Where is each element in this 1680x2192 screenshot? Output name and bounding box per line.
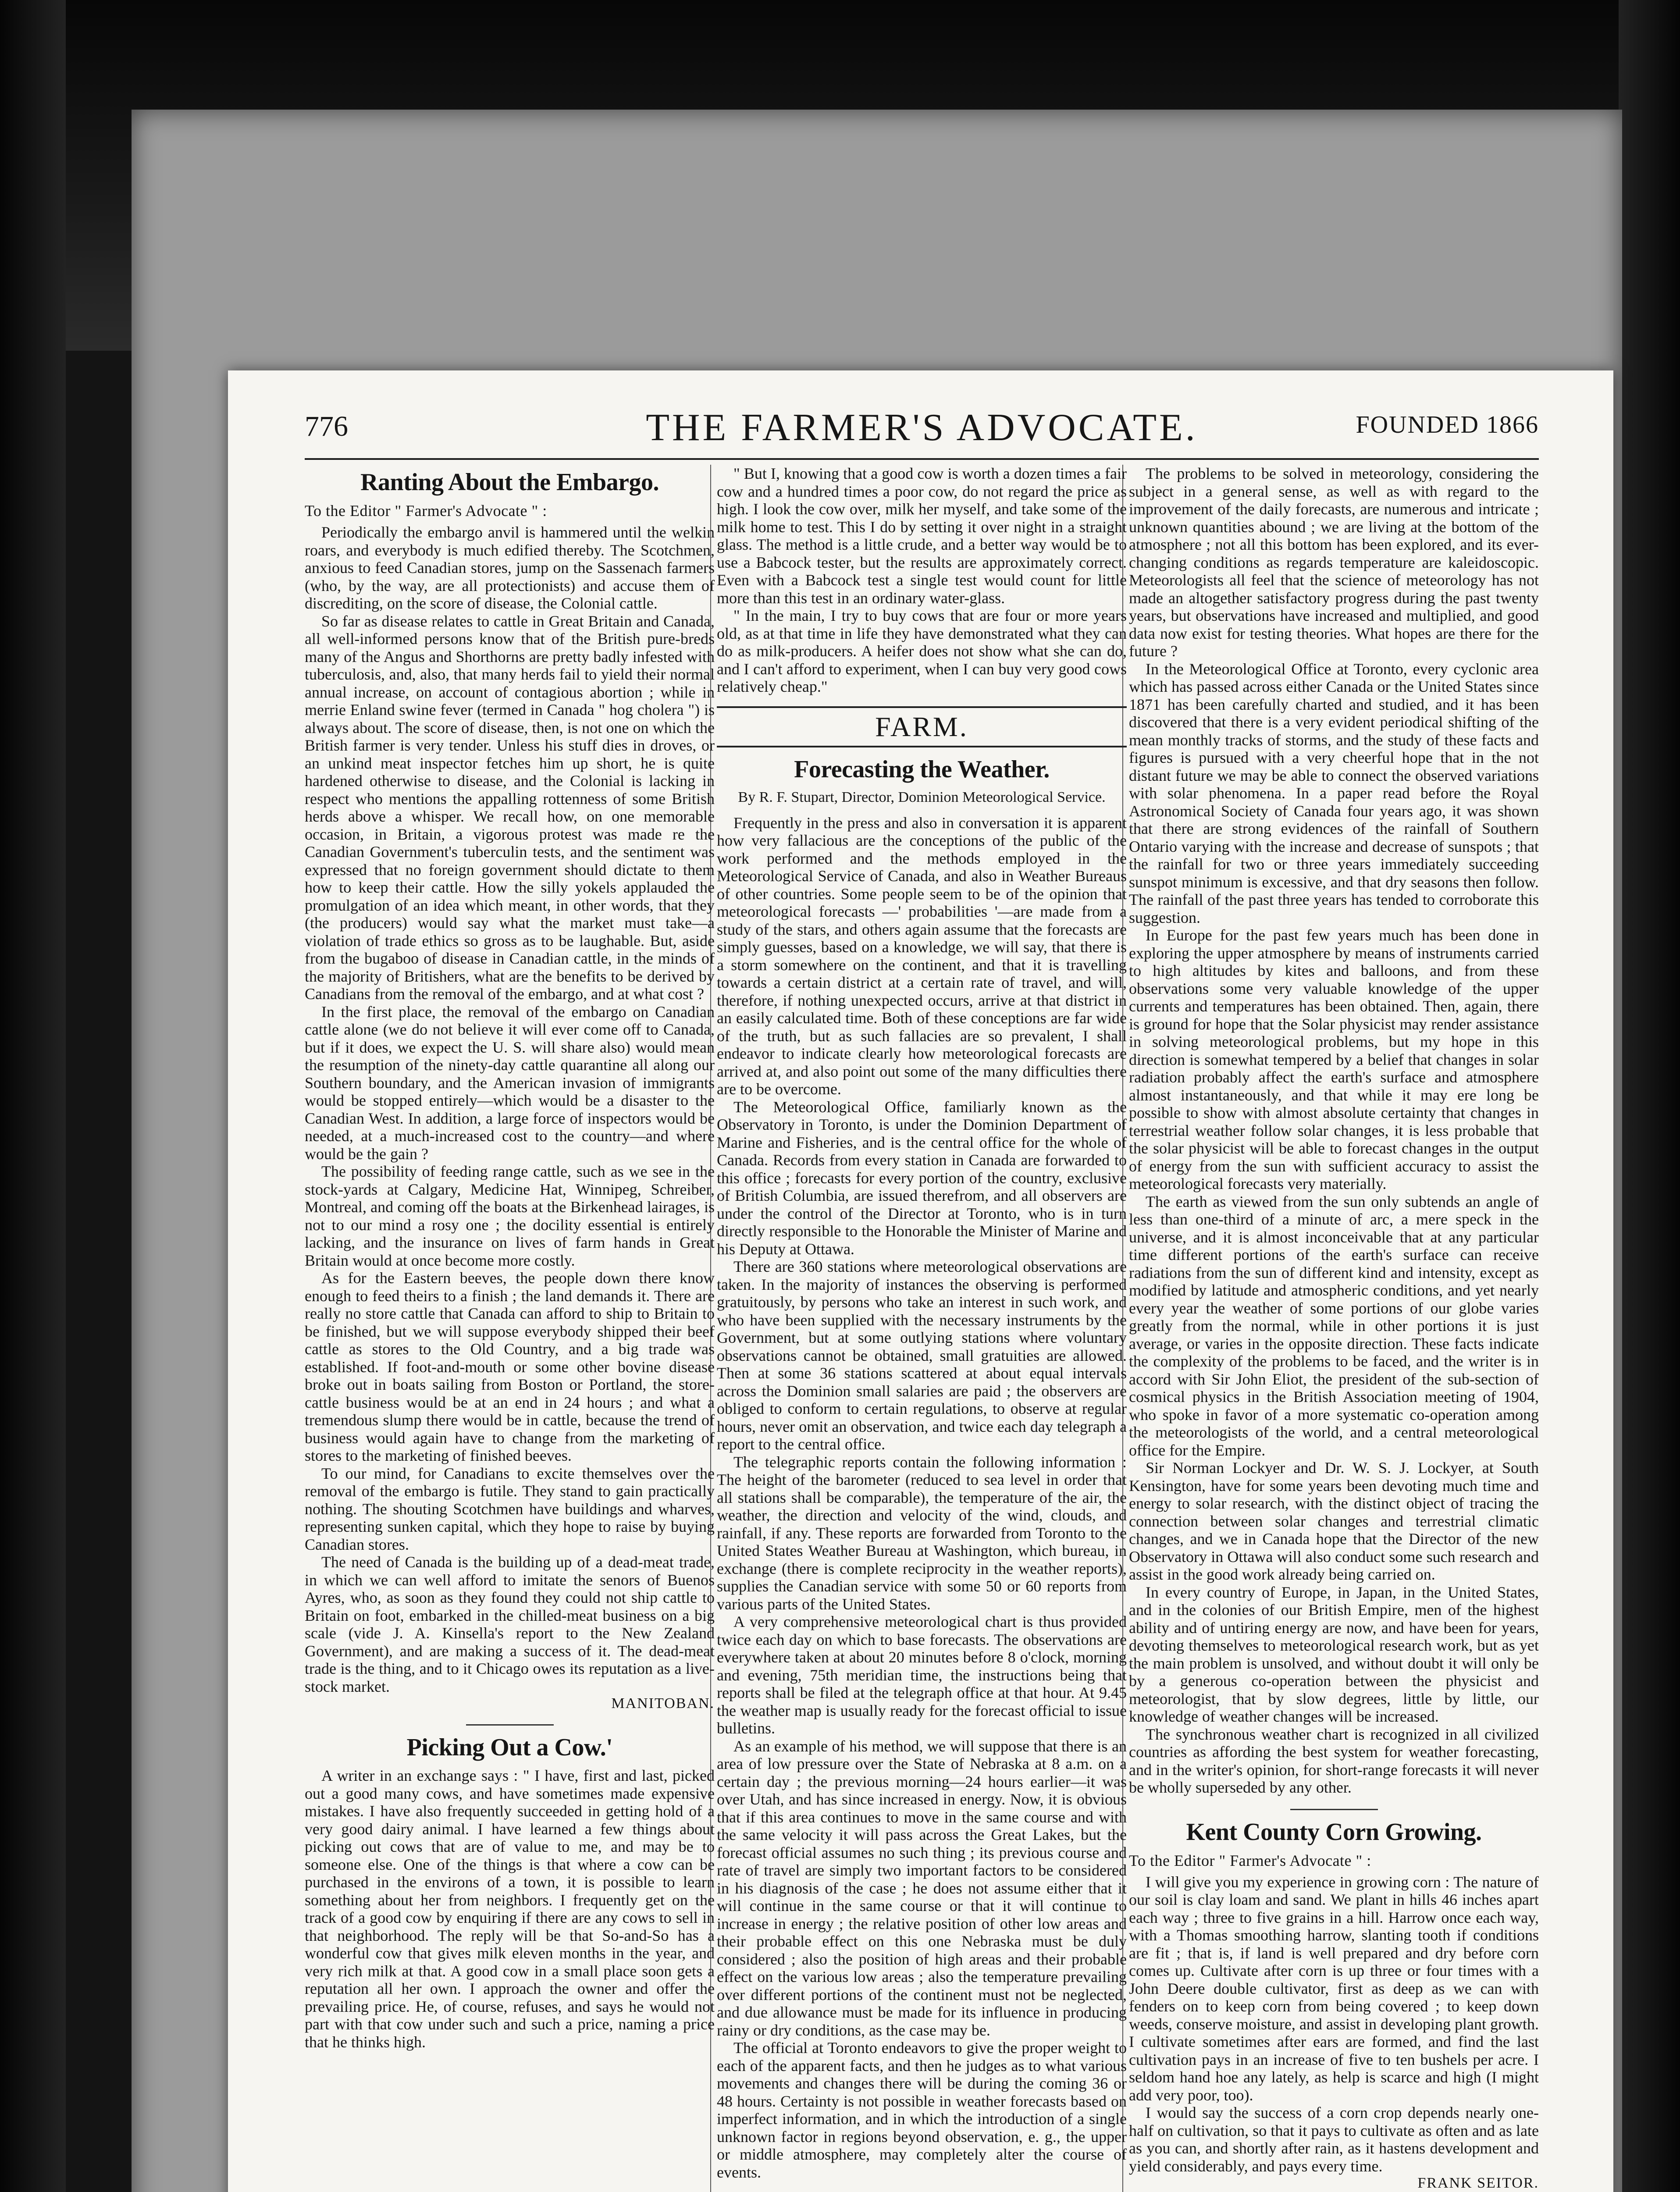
weather-paragraph: As an example of his method, we will suppose that there is an area of low pressure over the State of Nebraska at 8 a.m. on a certain day ; the previous morning—24 hours earlier—it was over Utah, and has since increased in energy. Now, it is obvious that if this area continues to move in the same course and with the same velocity it will pass across the Great Lakes, but the forecast official assumes no such thing ; its previous course and rate of travel are simply two important factors to be considered in his diagnosis of the case ; he does not assume either that it will continue in the same course or that it will continue to increase in energy ; the relative position of other low areas and their probable effect on this one Nebraska must be duly considered ; also the position of high areas and their probable effect on the various low areas ; also the temperature prevailing over different portions of the continent must not be neglected, and due allowance must be made for its influence in producing rainy or dry conditions, as the case may be. <box>717 1737 1127 2039</box>
weather-article-title: Forecasting the Weather. <box>794 755 1050 783</box>
weather-paragraph: In every country of Europe, in Japan, in the United States, and in the colonies of our British Empire, men of the highest ability and of untiring energy are now, and have been for years, devoting themselves to meteorological research work, but as yet the main problem is unsolved, and without doubt it will only be by a generous co-operation between the physicist and meteorologist, that by slow degrees, little by little, our knowledge of weather changes will be increased. <box>1129 1583 1539 1725</box>
embargo-paragraph: Periodically the embargo anvil is hammered until the welkin roars, and everybody is much edified thereby. The Scotchmen, anxious to feed Canadian stores, jump on the Sassenach farmers (who, by the way, are all protectionists) and accuse them of discrediting, on the score of disease, the Colonial cattle. <box>305 523 715 612</box>
column-2 <box>717 465 1127 2192</box>
embargo-article-title: Ranting About the Embargo. <box>360 469 659 496</box>
cow-paragraph: " But I, knowing that a good cow is worth a dozen times a fair cow and a hundred times a poor cow, do not regard the price as high. I look the cow over, milk her myself, and take some of the milk home to test. This I do by setting it over night in a straight glass. The method is a little crude, and a better way would be to use a Babcock tester, but the results are approximately correct. Even with a Babcock test a single test would count for little more than this test in an ordinary water-glass. <box>717 465 1127 607</box>
masthead-title: THE FARMER'S ADVOCATE. <box>646 406 1198 449</box>
embargo-paragraph: The need of Canada is the building up of a dead-meat trade, in which we can well afford to imitate the senors of Buenos Ayres, who, as soon as they found they could not ship cattle to Britain on foot, embarked in the chilled-meat business on a big scale (vide J. A. Kinsella's report to the New Zealand Government), and are making a success of it. The dead-meat trade is the thing, and to it Chicago owes its reputation as a live-stock market. <box>305 1553 715 1695</box>
corn-article-title: Kent County Corn Growing. <box>1186 1818 1482 1846</box>
weather-paragraph: Sir Norman Lockyer and Dr. W. S. J. Lockyer, at South Kensington, have for some years been devoting much time and energy to solar research, with the distinct object of tracing the connection between solar changes and terrestrial climatic changes, and we in Canada hope that the Director of the new Observatory in Ottawa will also conduct some such research and assist in the good work already being carried on. <box>1129 1459 1539 1583</box>
corn-paragraph: I will give you my experience in growing corn : The nature of our soil is clay loam and sand. We plant in hills 46 inches apart each way ; three to five grains in a hill. Harrow once each way, with a Thomas smoothing harrow, slanting tooth if conditions are fit ; that is, if land is well prepared and dry before corn comes up. Cultivate after corn is up three or four times with a John Deere double cultivator, first as deep as we can with fenders on to keep corn from being covered ; to keep down weeds, conserve moisture, and assist in developing plant growth. I cultivate sometimes after ears are formed, and find the last cultivation pays in an increase of five to ten bushels per acre. I seldom hand hoe any lately, as help is scarce and high (I might add very poor, too). <box>1129 1873 1539 2104</box>
founded-label: FOUNDED 1866 <box>1356 411 1539 438</box>
embargo-signoff: MANITOBAN. <box>611 1695 715 1712</box>
embargo-paragraph: As for the Eastern beeves, the people down there know enough to feed theirs to a finish ; the land demands it. There are really no store cattle that Canada can afford to ship to Britain to be finished, but we will suppose everybody shipped their beef cattle as stores to the Old Country, and a big trade was established. If foot-and-mouth or some other bovine disease broke out in boats sailing from Boston or Portland, the store-cattle business would be at an end in 24 hours ; and what a tremendous slump there would be in cattle, because the trend of business would again have to change from the marketing of stores to the marketing of finished beeves. <box>305 1269 715 1464</box>
page-number: 776 <box>305 410 348 442</box>
corn-signoff-name: FRANK SEITOR. <box>1417 2175 1539 2191</box>
embargo-salutation: To the Editor " Farmer's Advocate " : <box>305 502 547 520</box>
corn-paragraph: I would say the success of a corn crop depends nearly one-half on cultivation, so that it pays to cultivate as often and as late as you can, and shortly after rain, as it hastens development and yield considerably, and pays every time. <box>1129 2104 1539 2175</box>
weather-paragraph: The telegraphic reports contain the following information : The height of the barometer (reduced to sea level in order that all stations shall be comparable), the temperature of the air, the weather, the direction and velocity of the wind, clouds, and rainfall, if any. These reports are forwarded from Toronto to the United States Weather Bureau at Washington, which bureau, in exchange (there is complete reciprocity in the weather reports), supplies the Canadian service with some 50 or 60 reports from various parts of the United States. <box>717 1453 1127 1613</box>
column-3 <box>1129 465 1539 2192</box>
weather-paragraph: The problems to be solved in meteorology, considering the subject in a general sense, as well as with regard to the improvement of the daily forecasts, are numerous and intricate ; unknown quantities abound ; we are living at the bottom of the atmosphere ; not all this bottom has been explored, and its ever-changing conditions as regards temperature are kaleidoscopic. Meteorologists all feel that the science of meteorology has not made an altogether satisfactory progress during the past twenty years, but observations have increased and multiplied, and good data now exist for testing theories. What hopes are there for the future ? <box>1129 465 1539 660</box>
article-divider <box>466 1724 554 1726</box>
cow-paragraph: A writer in an exchange says : " I have, first and last, picked out a good many cows, and have sometimes made expensive mistakes. I have also frequently succeeded in getting hold of a very good dairy animal. I have learned a few things about picking out cows that are of value to me, and may be to someone else. One of the things is that where a cow can be purchased in the environs of a town, it is possible to learn something about her from neighbors. I frequently get on the track of a good cow by enquiring if there are any cows to sell in that neighborhood. The reply will be that So-and-So has a wonderful cow that gives milk eleven months in the year, and very rich milk at that. A good cow in a small place soon gets a reputation all her own. I approach the owner and offer the prevailing price. He, of course, refuses, and says he would not part with that cow under such and such a price, naming a price that he thinks high. <box>305 1767 715 2051</box>
corn-salutation: To the Editor " Farmer's Advocate " : <box>1129 1851 1371 1869</box>
embargo-paragraph: The possibility of feeding range cattle, such as we see in the stock-yards at Calgary, Medicine Hat, Winnipeg, Schreiber, Montreal, and coming off the boats at the Birkenhead lairages, is not to our mind a rosy one ; the docility essential is entirely lacking, and the insurance on lives of farm hands in Great Britain would at once become more costly. <box>305 1163 715 1269</box>
weather-paragraph: The earth as viewed from the sun only subtends an angle of less than one-third of a minute of arc, a mere speck in the universe, and it is almost inconceivable that at any particular time different portions of the earth's surface can receive radiations from the sun of different kind and intensity, except as modified by latitude and atmospheric conditions, and yet nearly every year the weather of some portions of our globe varies greatly from the normal, while in other portions it is just average, or varies in the opposite direction. These facts indicate the complexity of the problems to be faced, and the writer is in accord with Sir John Eliot, the president of the sub-section of cosmical physics in the British Association meeting of 1904, who spoke in favor of a more systematic co-operation among the meteorologists of the world, and a central meteorological office for the Empire. <box>1129 1192 1539 1459</box>
article-divider <box>1290 1809 1378 1810</box>
embargo-paragraph: So far as disease relates to cattle in Great Britain and Canada, all well-informed persons know that of the British pure-breds many of the Angus and Shorthorns are pretty badly infested with tuberculosis, and, also, that many herds fail to yield their normal annual increase, on account of contagious abortion ; while in merrie Enland swine fever (termed in Canada " hog cholera ") is always about. The score of disease, then, is not one on which the British farmer is very tender. Unless his stuff dies in droves, or an unkind meat inspector fetches him up short, he is quite hardened otherwise to disease, and the Colonial is lacking in respect who mentions the appalling rottenness of some British herds above a whisper. We recall how, on one memorable occasion, in Britain, a vigorous protest was made re the Canadian Government's tuberculin tests, and the sentiment was expressed that no foreign government should dictate to them how to keep their cattle. How the silly yokels applauded the promulgation of an idea which meant, in other words, that they (the producers) would say what the market must take—a violation of trade ethics so gross as to be laughable. But, aside from the bugaboo of disease in Canadian cattle, in the minds of the majority of Britishers, what are the benefits to be derived by Canadians from the removal of the embargo, and at what cost ? <box>305 612 715 1003</box>
cow-article-title: Picking Out a Cow.' <box>406 1734 613 1761</box>
column-1 <box>305 465 715 2192</box>
weather-paragraph: The official at Toronto endeavors to give the proper weight to each of the apparent facts, and then he judges as to what various movements and changes there will be during the coming 36 or 48 hours. Certainty is not possible in weather forecasts based on imperfect information, and in which the introduction of a single unknown factor in regions beyond observation, e. g., the upper or middle atmosphere, may completely alter the course of events. <box>717 2039 1127 2181</box>
weather-paragraph: The synchronous weather chart is recognized in all civilized countries as affording the best system for weather forecasting, and in the writer's opinion, for short-range forecasts it will never be wholly superseded by any other. <box>1129 1725 1539 1796</box>
weather-paragraph: The Meteorological Office, familiarly known as the Observatory in Toronto, is under the Dominion Department of Marine and Fisheries, and is the central office for the whole of Canada. Records from every station in Canada are forwarded to this office ; forecasts for every portion of the country, exclusive of British Columbia, are issued therefrom, and all observers are under the control of the Director at Toronto, who is in turn directly responsible to the Honorable the Minister of Marine and his Deputy at Ottawa. <box>717 1098 1127 1258</box>
newspaper-page <box>228 370 1613 2192</box>
weather-paragraph: In Europe for the past few years much has been done in exploring the upper atmosphere by means of instruments carried to high altitudes by kites and balloons, and from these observations some very valuable knowledge of the upper currents and temperatures has been obtained. Then, again, there is ground for hope that the Solar physicist may render assistance in solving meteorological problems, but my hope in this direction is somewhat tempered by a belief that changes in solar radiation probably affect the earth's surface and atmosphere almost instantaneously, and that while it may ere long be possible to show with almost absolute certainty that changes in terrestrial weather follow solar changes, it is less probable that the solar physicist will be able to forecast changes in the output of energy from the sun with sufficient accuracy to assist the meteorological forecasts very materially. <box>1129 926 1539 1192</box>
embargo-paragraph: To our mind, for Canadians to excite themselves over the removal of the embargo is futile. They stand to gain practically nothing. The shouting Scotchmen have buildings and wharves, representing sunken capital, which they hope to raise by buying Canadian stores. <box>305 1464 715 1553</box>
farm-section-banner <box>717 706 1127 747</box>
weather-paragraph: A very comprehensive meteorological chart is thus provided twice each day on which to base forecasts. The observations are everywhere taken at about 20 minutes before 8 o'clock, morning and evening, 75th meridian time, the instructions being that reports shall be filed at the telegraph office at that hour. At 9.45 the weather map is usually ready for the forecast official to issue bulletins. <box>717 1613 1127 1737</box>
embargo-paragraph: In the first place, the removal of the embargo on Canadian cattle alone (we do not believe it will ever come off to Canada, but if it does, we expect the U. S. will share also) would mean the resumption of the ninety-day cattle quarantine all along our Southern boundary, and the American invasion of immigrants would be stopped entirely—which would be a disaster to the Canadian West. In addition, a large force of inspectors would be needed, at a much-increased cost to the country—and where would be the gain ? <box>305 1003 715 1163</box>
farm-section-label: FARM. <box>875 711 968 742</box>
weather-paragraph: There are 360 stations where meteorological observations are taken. In the majority of instances the observing is performed gratuitously, by persons who take an interest in such work, and who have been supplied with the necessary instruments by the Government, but at some outlying stations where voluntary observations cannot be obtained, small gratuities are allowed. Then at some 36 stations scattered at about equal intervals across the Dominion small salaries are paid ; the observers are obliged to conform to certain regulations, to observe at regular hours, never omit an observation, and twice each day telegraph a report to the central office. <box>717 1258 1127 1453</box>
cow-paragraph: " In the main, I try to buy cows that are four or more years old, as at that time in life they have demonstrated what they can do as milk-producers. A heifer does not show what she can do, and I can't afford to experiment, when I can buy very good cows relatively cheap." <box>717 607 1127 695</box>
page-header <box>305 406 1539 460</box>
scan-shadow-left <box>0 0 66 2192</box>
weather-byline: By R. F. Stupart, Director, Dominion Meteorological Service. <box>738 789 1106 805</box>
weather-paragraph: Frequently in the press and also in conversation it is apparent how very fallacious are the conceptions of the public of the work performed and the methods employed in the Meteorological Service of Canada, and also in Weather Bureaus of other countries. Some people seem to be of the opinion that meteorological forecasts —' probabilities '—are made from a study of the stars, and others again assume that the forecasts are simply guesses, based on a knowledge, we will say, that there is a storm somewhere on the continent, and that it is travelling towards a certain district at a certain rate of travel, and will, therefore, if nothing unexpected occurs, arrive at that district in an easily calculated time. Both of these conceptions are far wide of the truth, but as such fallacies are so prevalent, I shall endeavor to indicate clearly how meteorological forecasts are arrived at, and also point out some of the many difficulties there are to be overcome. <box>717 814 1127 1098</box>
scan-shadow-right <box>1619 0 1680 2192</box>
weather-paragraph: In the Meteorological Office at Toronto, every cyclonic area which has passed across either Canada or the United States since 1871 has been carefully charted and studied, and it has been discovered that there is a very evident periodical shifting of the mean monthly tracks of storms, and the study of these facts and figures is pursued with a very cheerful hope that in the not distant future we may be able to connect the observed variations with solar phenomena. In a paper read before the Royal Astronomical Society of Canada four years ago, it was shown that there are strong evidences of the rainfall of Southern Ontario varying with the increase and decrease of sunspots ; that the rainfall for two or three years immediately succeeding sunspot minimum is excessive, and that dry seasons then follow. The rainfall of the past three years has tended to corroborate this suggestion. <box>1129 660 1539 926</box>
